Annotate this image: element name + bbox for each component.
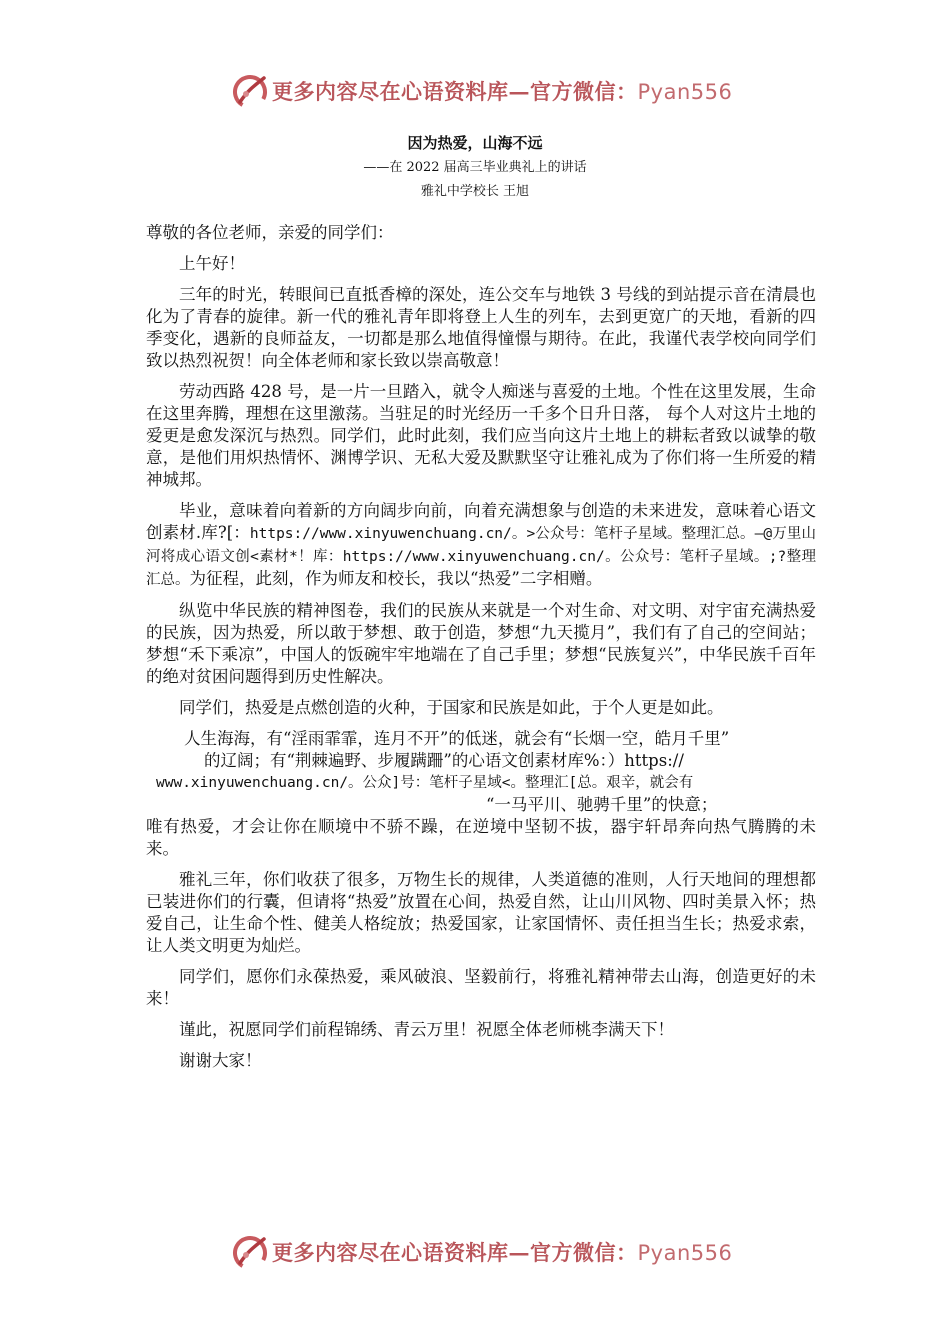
speech-author: 雅礼中学校长 王旭 xyxy=(420,184,530,199)
paragraph-2: 劳动西路 428 号，是一片一旦踏入，就令人痴迷与喜爱的土地。个性在这里发展，生命在这里奔腾，理想在这里激荡。当驻足的时光经历一千多个日升日落， 每个人对这片土地的爱更是愈发深沉与热烈。同学们，此时此刻，我们应当向这片土地上的耕耘者致以诚挚的敬意，是他们用炽热情怀、渊博学识、无私大爱及默默坚守让雅礼成为了你们将一生所爱的精神城邦。 xyxy=(146,382,816,489)
speech-subtitle: ——在 2022 届高三毕业典礼上的讲话 xyxy=(363,160,587,175)
paragraph-4: 纵览中华民族的精神图卷，我们的民族从来就是一个对生命、对文明、对宇宙充满热爱的民族，因为热爱，所以敢于梦想、敢于创造，梦想“九天揽月”，我们有了自己的空间站；梦想“禾下乘凉”，中国人的饭碗牢牢地端在了自己手里；梦想“民族复兴”，中华民族千百年的绝对贫困问题得到历史性解决。 xyxy=(146,601,816,686)
paragraph-3: 毕业，意味着向着新的方向阔步向前，向着充满想象与创造的未来进发，意味着心语文创素材.库?[：https://www.xinyuwenchuang.cn/。>公众号：笔杆子星域。整理汇总。—@万里山河将成心语文创<素材*！库：https://www.xinyuwenchuang.cn/。公众号：笔杆子星域。;?整理汇总。为征程，此刻，作为师友和校长，我以“热爱”二字相赠。 xyxy=(146,501,816,588)
paragraph-6-end: 唯有热爱，才会让你在顺境中不骄不躁，在逆境中坚韧不拔，器宇轩昂奔向热气腾腾的未来。 xyxy=(146,817,816,858)
footer-watermark-banner xyxy=(0,1231,950,1275)
paragraph-9: 谨此，祝愿同学们前程锦绣、青云万里！祝愿全体老师桃李满天下！ xyxy=(179,1020,674,1039)
speech-body xyxy=(146,222,816,1081)
header-watermark-banner xyxy=(0,70,950,114)
salutation: 尊敬的各位老师，亲爱的同学们： xyxy=(146,223,394,242)
paragraph-10: 谢谢大家！ xyxy=(179,1051,262,1070)
paragraph-5: 同学们，热爱是点燃创造的火种，于国家和民族是如此，于个人更是如此。 xyxy=(179,698,724,717)
paragraph-1: 三年的时光，转眼间已直抵香樟的深处，连公交车与地铁 3 号线的到站提示音在清晨也化为了青春的旋律。新一代的雅礼青年即将登上人生的列车，去到更宽广的天地，看新的四季变化，遇新的良师益友，一切都是那么地值得憧憬与期待。在此，我谨代表学校向同学们致以热烈祝贺！向全体老师和家长致以崇高敬意！ xyxy=(146,285,816,370)
greeting: 上午好！ xyxy=(179,254,245,273)
paragraph-8: 同学们，愿你们永葆热爱，乘风破浪、坚毅前行，将雅礼精神带去山海，创造更好的未来！ xyxy=(146,967,816,1008)
paragraph-7: 雅礼三年，你们收获了很多，万物生长的规律，人类道德的准则，人行天地间的理想都已装进你们的行囊，但请将“热爱”放置在心间，热爱自然，让山川风物、四时美景入怀；热爱自己，让生命个性、健美人格绽放；热爱国家，让家国情怀、责任担当生长；热爱求索，让人类文明更为灿烂。 xyxy=(146,870,816,955)
speech-title: 因为热爱，山海不远 xyxy=(407,134,543,152)
brush-logo-icon xyxy=(230,1233,270,1273)
paragraph-6: 人生海海，有“淫雨霏霏，连月不开”的低迷，就会有“长烟一空，皓月千里” 的辽阔；有“荆棘遍野、步履蹒跚”的心语文创素材库%：）https:// www.xinyuwenchuang.cn/。公众]号：笔杆子星域<。整理汇[总。艰辛，就会有 “一马平川、驰骋千里”的快意； xyxy=(156,729,730,814)
banner-text: 更多内容尽在心语资料库—官方微信：Pyan556 xyxy=(272,79,733,104)
brush-logo-icon xyxy=(230,72,270,112)
banner-text: 更多内容尽在心语资料库—官方微信：Pyan556 xyxy=(272,1240,733,1265)
